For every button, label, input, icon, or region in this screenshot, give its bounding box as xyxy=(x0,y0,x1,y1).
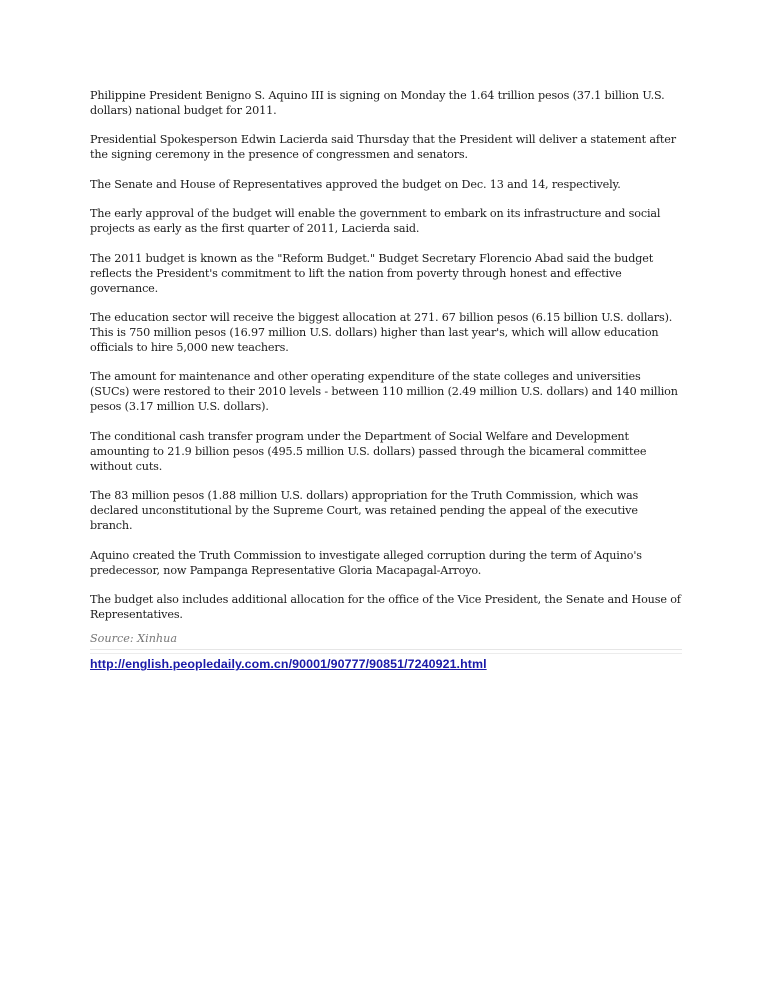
paragraph-sucs: The amount for maintenance and other operating expenditure of the state colleges and universities (SUCs) were restored to their 2010 levels - between 110 million (2.49 million U.S. dollars) and 140 million pesos (3.17 million U.S. dollars). xyxy=(90,370,678,414)
paragraph-early-approval: The early approval of the budget will enable the government to embark on its infrastructure and social projects as early as the first quarter of 2011, Lacierda said. xyxy=(90,207,661,236)
source-credit: Source: Xinhua xyxy=(90,631,682,650)
paragraph-education: The education sector will receive the biggest allocation at 271. 67 billion pesos (6.15 billion U.S. dollars). This is 750 million pesos (16.97 million U.S. dollars) higher than last year's, which will allow education officials to hire 5,000 new teachers. xyxy=(90,310,673,354)
paragraph-truth-commission: The 83 million pesos (1.88 million U.S. dollars) appropriation for the Truth Commission, which was declared unconstitutional by the Supreme Court, was retained pending the appeal of the executive branch. xyxy=(90,489,639,533)
paragraph-additional-allocation: The budget also includes additional allocation for the office of the Vice President, the Senate and House of Representatives. xyxy=(90,592,681,621)
article-body xyxy=(90,88,682,673)
link-row xyxy=(90,653,682,673)
source-link[interactable]: http://english.peopledaily.com.cn/90001/90777/90851/7240921.html xyxy=(90,657,487,672)
paragraph-signing: Philippine President Benigno S. Aquino III is signing on Monday the 1.64 trillion pesos (37.1 billion U.S. dollars) national budget for 2011. xyxy=(90,89,665,117)
paragraph-reform-budget: The 2011 budget is known as the "Reform Budget." Budget Secretary Florencio Abad said the budget reflects the President's commitment to lift the nation from poverty through honest and effective governance. xyxy=(90,251,654,295)
paragraph-cash-transfer: The conditional cash transfer program under the Department of Social Welfare and Development amounting to 21.9 billion pesos (495.5 million U.S. dollars) passed through the bicameral committee without cuts. xyxy=(90,429,647,473)
paragraph-aquino-commission: Aquino created the Truth Commission to investigate alleged corruption during the term of Aquino's predecessor, now Pampanga Representative Gloria Macapagal-Arroyo. xyxy=(90,548,642,577)
paragraph-spokesperson: Presidential Spokesperson Edwin Lacierda said Thursday that the President will deliver a statement after the signing ceremony in the presence of congressmen and senators. xyxy=(90,133,676,162)
paragraph-approval: The Senate and House of Representatives approved the budget on Dec. 13 and 14, respectively. xyxy=(90,177,621,191)
